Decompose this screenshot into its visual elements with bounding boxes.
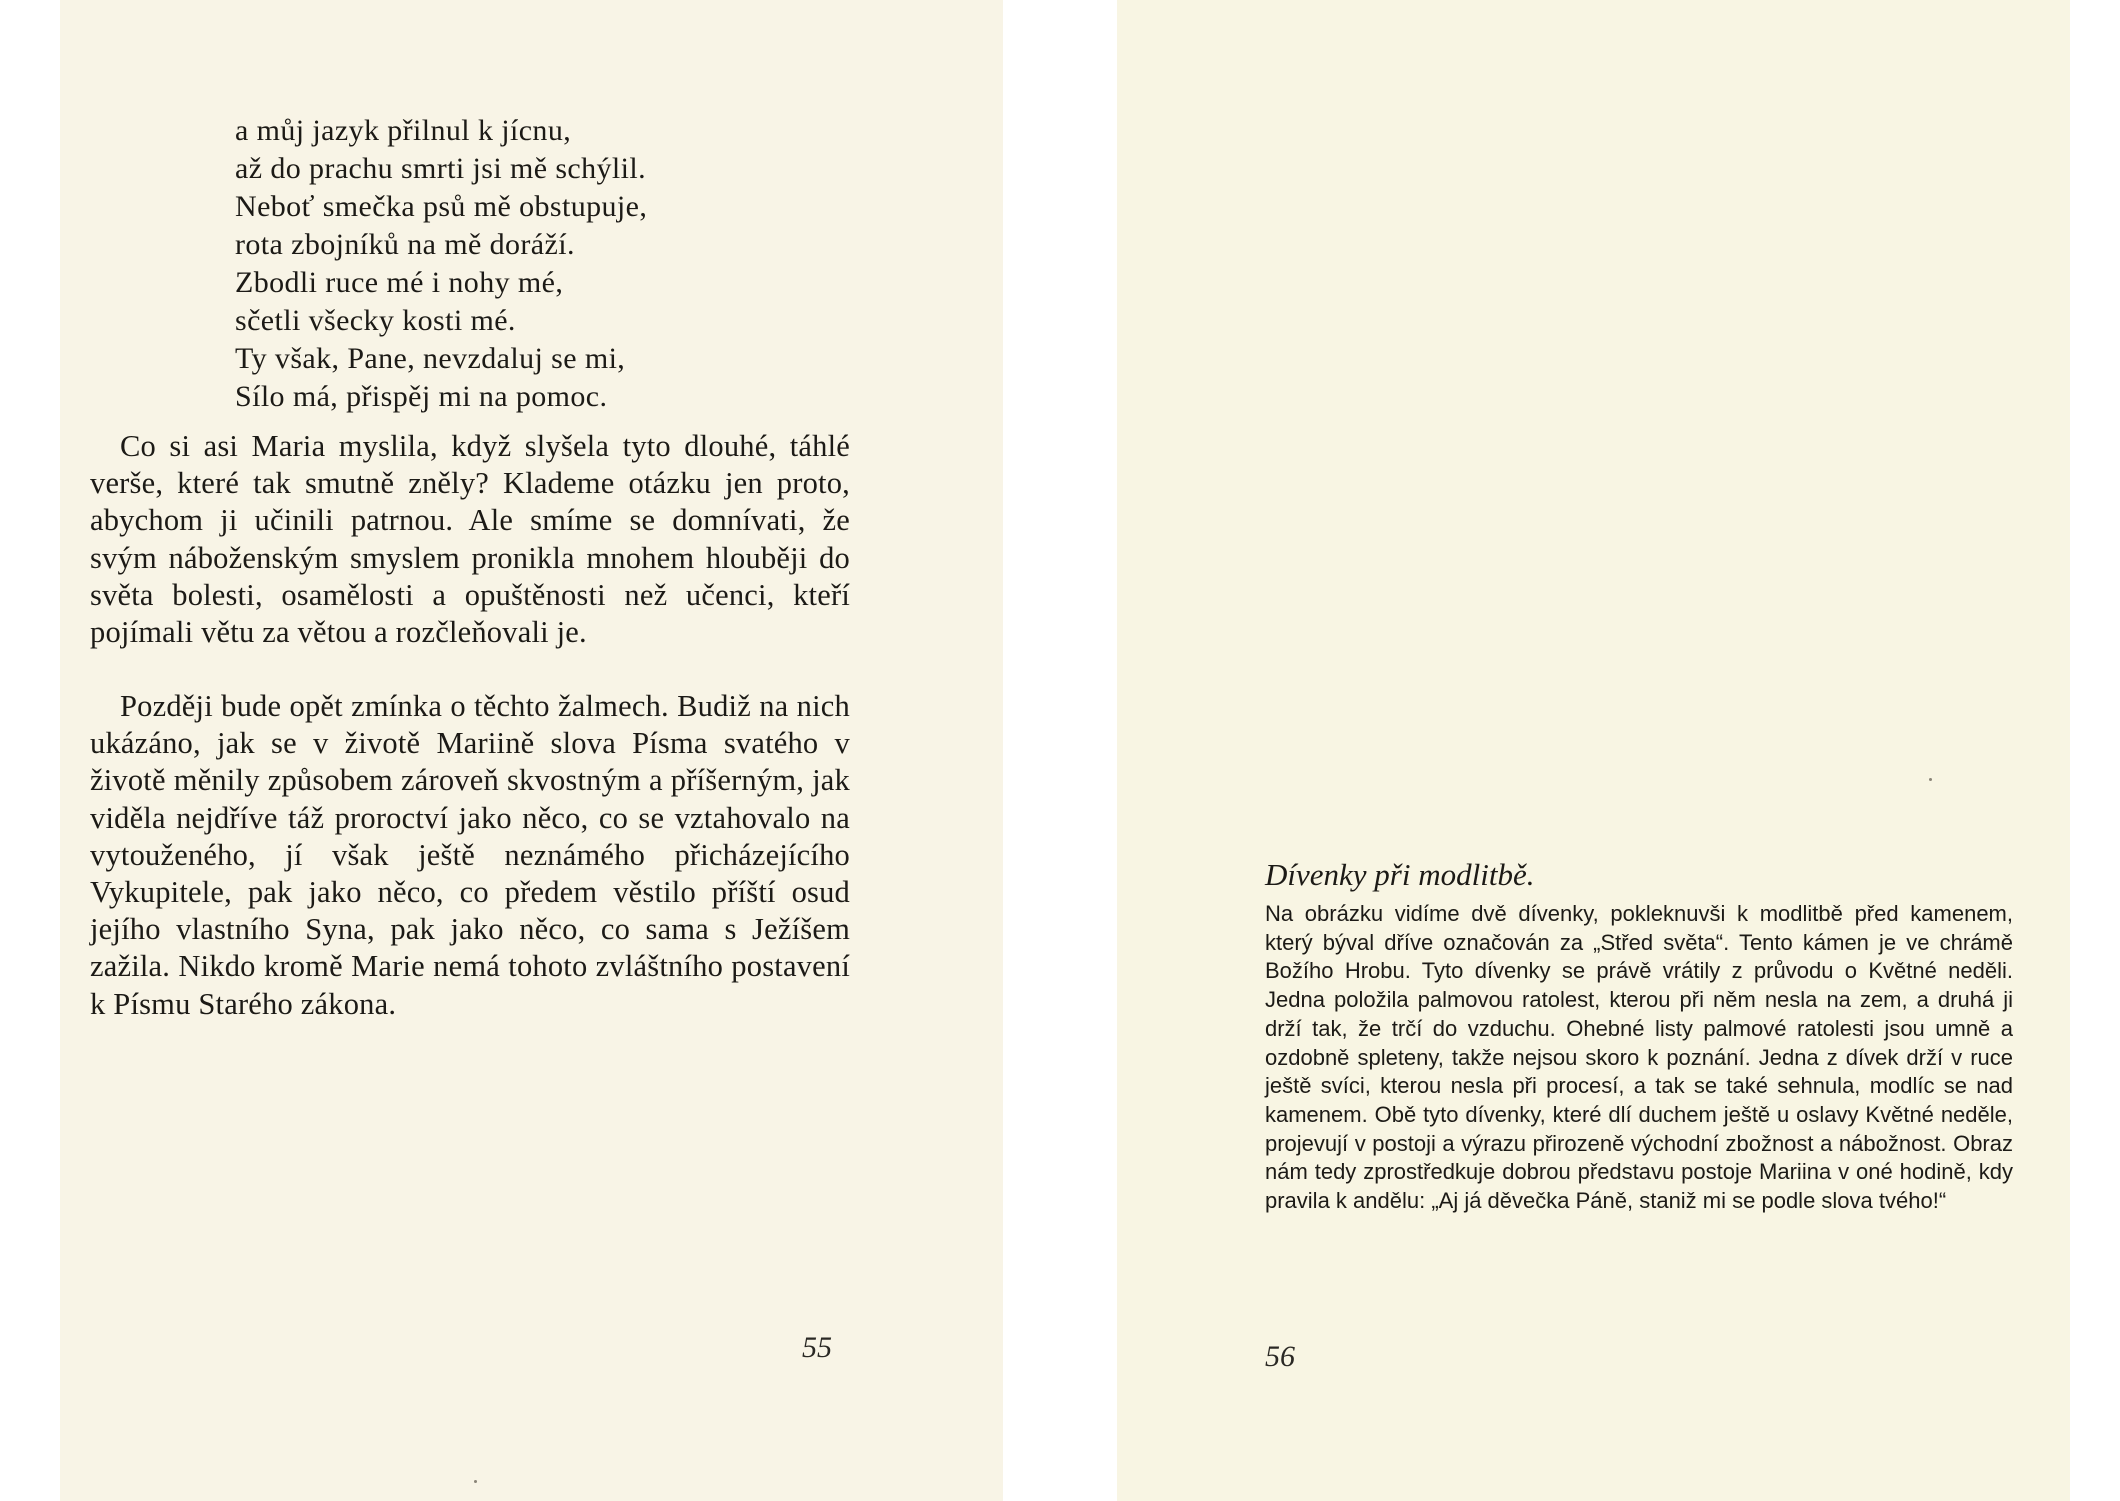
verse-line: sčetli všecky kosti mé.: [235, 304, 516, 337]
verse-line: až do prachu smrti jsi mě schýlil.: [235, 152, 647, 185]
verse-line: Sílo má, přispěj mi na pomoc.: [235, 380, 608, 413]
psalm-verse: [235, 112, 647, 416]
right-page: [1117, 0, 2070, 1501]
verse-line: Ty však, Pane, nevzdaluj se mi,: [235, 342, 626, 375]
body-paragraph: Později bude opět zmínka o těchto žalmech. Budiž na nich ukázáno, jak se v životě Mariině slova Písma svatého v životě měnily způsobem zároveň skvostným a příšerným, jak viděla nejdříve táž proroctví jako něco, co se vztahovalo na vytouženého, jí však ještě neznámého přicházejícího Vykupitele, pak jako něco, co předem věstilo příští osud jejího vlastního Syna, pak jako něco, co sama s Ježíšem zažila. Nikdo kromě Marie nemá tohoto zvláštního postavení k Písmu Starého zákona.: [90, 689, 850, 1021]
page-number: 55: [802, 1331, 832, 1364]
caption-title: Dívenky při modlitbě.: [1265, 857, 1535, 892]
left-page: [60, 0, 1003, 1501]
verse-line: Zbodli ruce mé i nohy mé,: [235, 266, 564, 299]
paper-speck: [474, 1480, 477, 1483]
page-number: 56: [1265, 1340, 1295, 1373]
body-paragraph: Co si asi Maria myslila, když slyšela tyto dlouhé, táhlé verše, které tak smutně zněly? Klademe otázku jen proto, abychom ji učinili patrnou. Ale smíme se domnívati, že svým náboženským smyslem pronikla mnohem hlouběji do světa bolesti, osamělosti a opuštěnosti než učenci, kteří pojímali větu za větou a rozčleňovali je.: [90, 429, 850, 650]
verse-line: Neboť smečka psů mě obstupuje,: [235, 190, 648, 223]
caption-text: Na obrázku vidíme dvě dívenky, pokleknuvši k modlitbě před kamenem, který býval dříve označován za „Střed světa“. Tento kámen je ve chrámě Božího Hrobu. Tyto dívenky se právě vrátily z průvodu o Květné neděli. Jedna položila palmovou ratolest, kterou při něm nesla na zem, a druhá ji drží tak, že trčí do vzduchu. Ohebné listy palmové ratolesti jsou umně a ozdobně spleteny, takže nejsou skoro k poznání. Jedna z dívek drží v ruce ještě svíci, kterou nesla při procesí, a tak se také sehnula, modlíc se nad kamenem. Obě tyto dívenky, které dlí duchem ještě u oslavy Květné neděle, projevují v postoji a výrazu přirozeně východní zbožnost a nábožnost. Obraz nám tedy zprostředkuje dobrou představu postoje Mariina v oné hodině, kdy pravila k andělu: „Aj já děvečka Páně, staniž mi se podle slova tvého!“: [1265, 901, 2013, 1214]
paper-speck: [1929, 778, 1932, 781]
verse-line: a můj jazyk přilnul k jícnu,: [235, 114, 572, 147]
verse-line: rota zbojníků na mě doráží.: [235, 228, 575, 261]
